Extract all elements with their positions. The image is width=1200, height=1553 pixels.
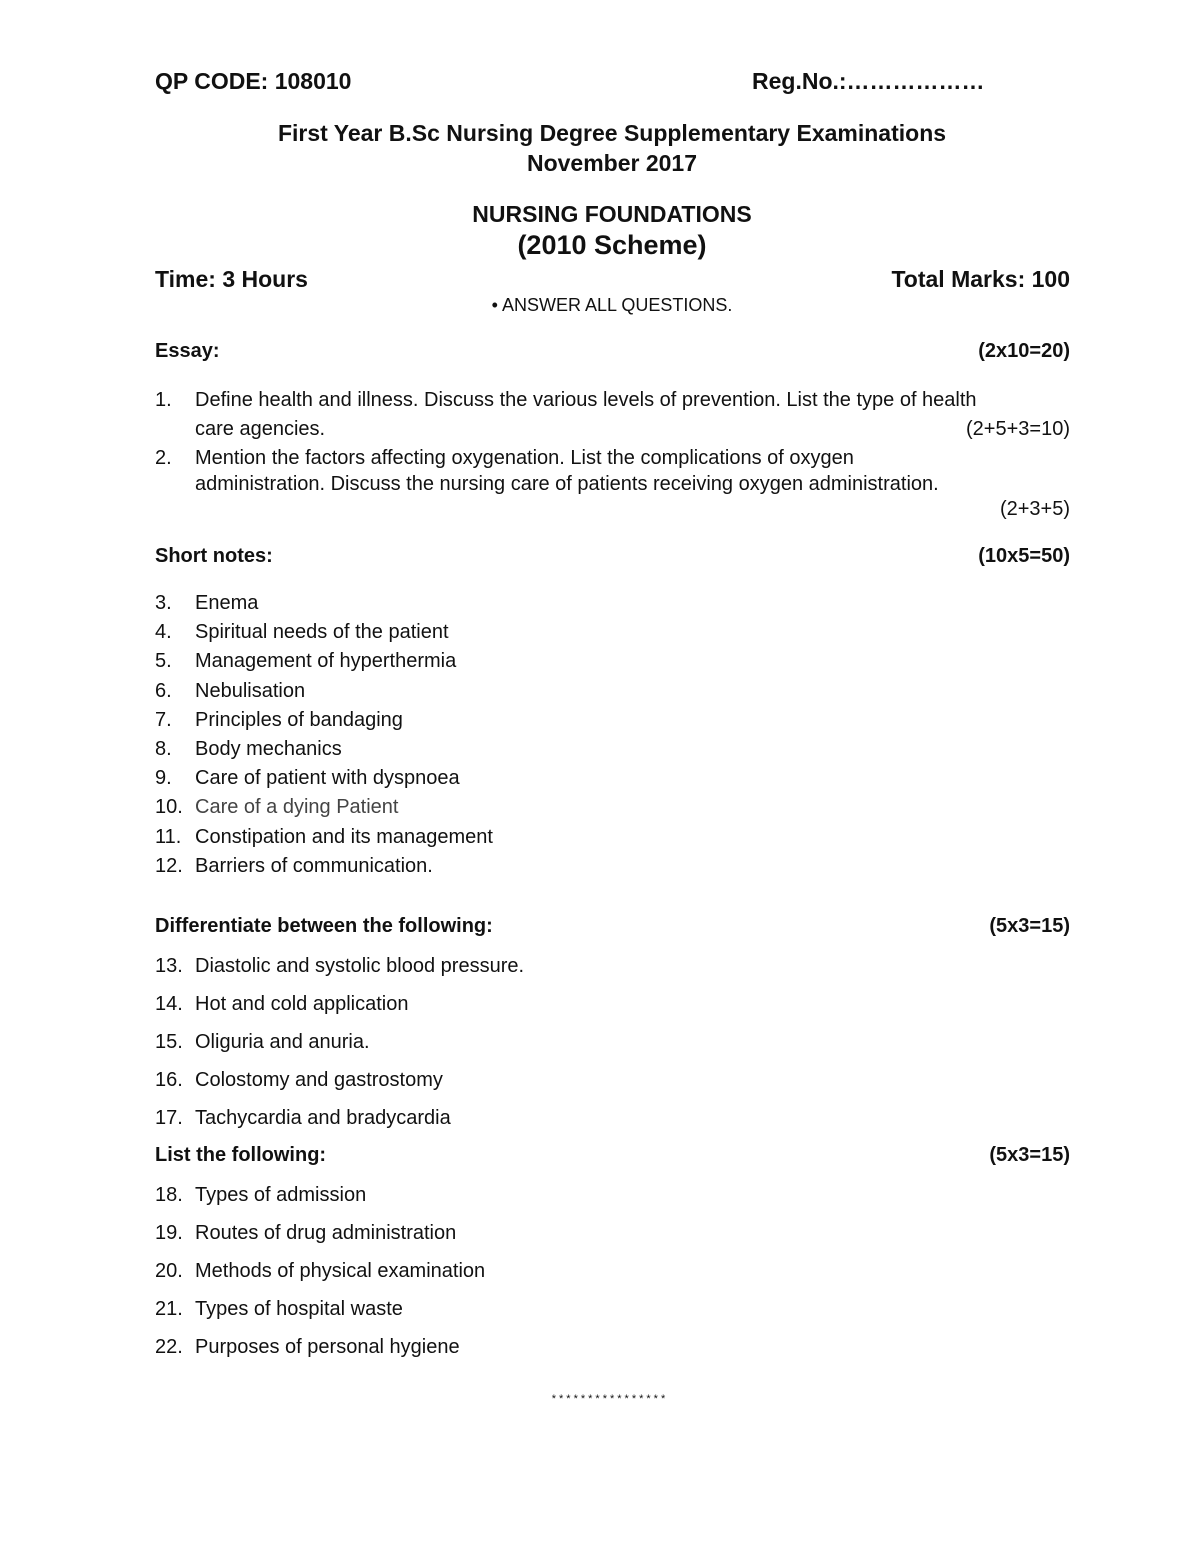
question-number: 16. — [155, 1069, 183, 1091]
question-text: Oliguria and anuria. — [195, 1031, 370, 1053]
question-text: Management of hyperthermia — [195, 650, 457, 672]
question-text-cont: care agencies. — [195, 418, 326, 440]
question-text: Hot and cold application — [195, 993, 409, 1015]
question-number: 14. — [155, 993, 183, 1015]
end-marker: **************** — [551, 1393, 669, 1405]
question-number: 21. — [155, 1298, 183, 1320]
exam-date: November 2017 — [526, 150, 698, 176]
question-text: Enema — [195, 592, 259, 614]
question-text: Nebulisation — [195, 680, 306, 702]
question-text: Diastolic and systolic blood pressure. — [195, 955, 525, 977]
question-text: Principles of bandaging — [195, 709, 403, 731]
short-notes-marks: (10x5=50) — [978, 545, 1070, 567]
question-number: 5. — [155, 650, 172, 672]
question-number: 6. — [155, 680, 172, 702]
question-text-cont: administration. Discuss the nursing care of patients receiving oxygen administration. — [195, 473, 939, 495]
list-heading: List the following: — [155, 1144, 327, 1166]
question-text: Body mechanics — [195, 738, 342, 760]
question-text: Mention the factors affecting oxygenation. List the complications of oxygen — [195, 447, 854, 469]
question-text: Care of a dying Patient — [195, 796, 399, 818]
exam-title: First Year B.Sc Nursing Degree Supplementary Examinations — [277, 120, 947, 146]
question-text: Colostomy and gastrostomy — [195, 1069, 443, 1091]
question-number: 19. — [155, 1222, 183, 1244]
qp-code: QP CODE: 108010 — [155, 68, 352, 94]
question-text: Constipation and its management — [195, 826, 493, 848]
question-number: 1. — [155, 389, 172, 411]
subject-title: NURSING FOUNDATIONS — [472, 201, 752, 227]
question-number: 12. — [155, 855, 183, 877]
scheme-title: (2010 Scheme) — [517, 230, 707, 260]
question-text: Types of hospital waste — [195, 1298, 403, 1320]
question-text: Spiritual needs of the patient — [195, 621, 449, 643]
question-text: Types of admission — [195, 1184, 367, 1206]
question-number: 11. — [155, 826, 182, 848]
instruction: • ANSWER ALL QUESTIONS. — [491, 295, 733, 315]
differentiate-heading: Differentiate between the following: — [155, 915, 493, 937]
question-text: Define health and illness. Discuss the various levels of prevention. List the type of health — [195, 389, 977, 411]
question-number: 18. — [155, 1184, 183, 1206]
list-marks: (5x3=15) — [989, 1144, 1070, 1166]
time-label: Time: 3 Hours — [155, 266, 308, 292]
essay-marks: (2x10=20) — [978, 340, 1070, 362]
question-number: 7. — [155, 709, 172, 731]
question-number: 8. — [155, 738, 172, 760]
question-number: 17. — [155, 1107, 183, 1129]
short-notes-heading: Short notes: — [155, 545, 273, 567]
question-marks: (2+5+3=10) — [966, 418, 1070, 440]
question-text: Barriers of communication. — [195, 855, 433, 877]
question-number: 2. — [155, 447, 172, 469]
total-marks: Total Marks: 100 — [891, 266, 1070, 292]
differentiate-marks: (5x3=15) — [989, 915, 1070, 937]
question-number: 22. — [155, 1336, 183, 1358]
question-number: 4. — [155, 621, 172, 643]
question-marks: (2+3+5) — [999, 498, 1070, 520]
question-number: 9. — [155, 767, 172, 789]
question-text: Methods of physical examination — [195, 1260, 486, 1282]
question-text: Care of patient with dyspnoea — [195, 767, 460, 789]
question-number: 15. — [155, 1031, 183, 1053]
essay-heading: Essay: — [155, 340, 220, 362]
question-number: 10. — [155, 796, 183, 818]
question-text: Routes of drug administration — [195, 1222, 457, 1244]
question-number: 3. — [155, 592, 172, 614]
question-text: Purposes of personal hygiene — [195, 1336, 460, 1358]
question-number: 20. — [155, 1260, 183, 1282]
question-text: Tachycardia and bradycardia — [195, 1107, 451, 1129]
reg-no: Reg.No.:……………… — [752, 68, 985, 94]
question-number: 13. — [155, 955, 183, 977]
